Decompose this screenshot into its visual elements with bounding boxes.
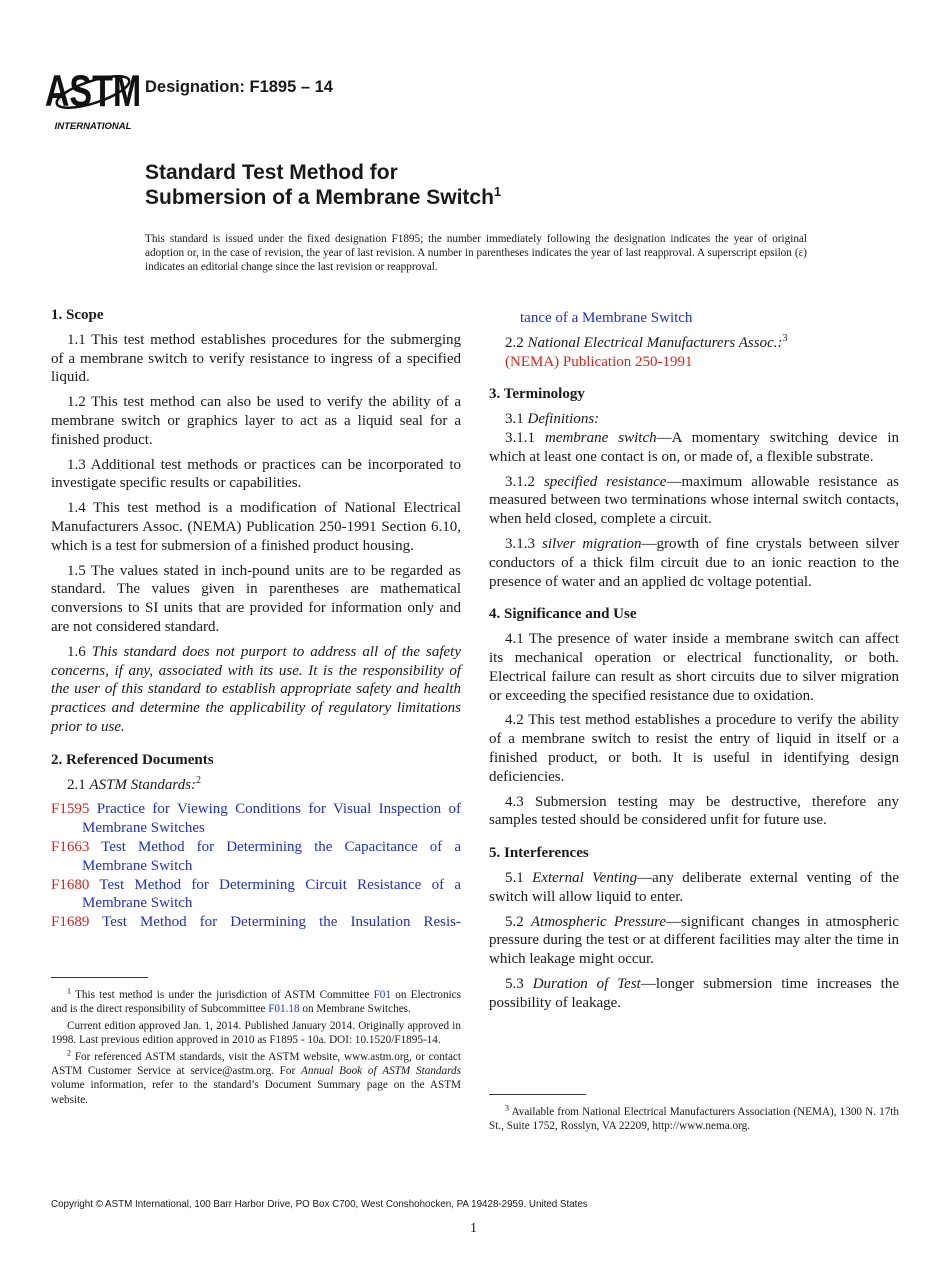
section-interferences bbox=[489, 844, 899, 1012]
nema-publication-link[interactable]: (NEMA) Publication 250-1991 bbox=[505, 353, 693, 370]
definition-text: —growth of fine crystals between silver conductors of a thick film circuit due to an ionic reaction to the presence of water and an applied dc voltage potential. bbox=[489, 535, 900, 590]
footnote-3 bbox=[489, 1105, 899, 1134]
footnote-2 bbox=[51, 1047, 461, 1108]
definition-text: —maximum allowable resistance as measured between two terminations whose internal switch contacts, when held closed, complete a circuit. bbox=[489, 473, 900, 528]
definition bbox=[489, 473, 899, 529]
section-referenced-documents-cont bbox=[489, 309, 899, 371]
copyright: Copyright © ASTM International, 100 Barr Harbor Drive, PO Box C700, West Conshohocken, PA 19428-2959. United States bbox=[51, 1199, 588, 1210]
right-column bbox=[489, 306, 899, 1027]
reference-item bbox=[51, 876, 461, 914]
astm-logo bbox=[44, 62, 142, 132]
section-heading: 4. Significance and Use bbox=[489, 606, 637, 623]
reference-code-link[interactable]: F1680 bbox=[51, 876, 90, 893]
term: External Venting bbox=[532, 869, 638, 886]
designation: Designation: F1895 – 14 bbox=[145, 78, 333, 96]
term: Atmospheric Pressure bbox=[530, 913, 667, 930]
reference-code-link[interactable]: F1663 bbox=[51, 838, 90, 855]
definition-text: —A momentary switching device in which at least one contact is on, or made of, a flexible substrate. bbox=[489, 429, 899, 465]
document-title bbox=[145, 160, 501, 210]
footnote-text: This test method is under the jurisdiction of ASTM Committee bbox=[75, 989, 374, 1001]
para-num: 3.1 bbox=[505, 411, 524, 428]
term: membrane switch bbox=[544, 429, 657, 446]
reference-item bbox=[51, 913, 461, 932]
footnote-divider bbox=[51, 977, 148, 978]
committee-link[interactable]: F01 bbox=[373, 989, 391, 1001]
section-referenced-documents bbox=[51, 751, 461, 932]
paragraph: 1.1 This test method establishes procedures for the submerging of a membrane switch to verify resistance to ingress of a specified liquid. bbox=[51, 331, 461, 386]
reference-item bbox=[51, 800, 461, 838]
paragraph: 4.2 This test method establishes a procedure to verify the ability of a membrane switch to resist the entry of liquid in itself or a finished product, or both. It is useful in identifying design deficiencies. bbox=[489, 712, 899, 785]
term: Duration of Test bbox=[532, 975, 641, 992]
reference-title-link[interactable]: Test Method for Determining Circuit Resistance of a Membrane Switch bbox=[82, 876, 462, 912]
paragraph: 1.4 This test method is a modification of National Electrical Manufacturers Assoc. (NEMA) Publication 250-1991 Section 6.10, which is a test for submersion of a finished product housing. bbox=[51, 500, 461, 554]
subcommittee-link[interactable]: F01.18 bbox=[268, 1003, 300, 1016]
reference-title-link[interactable]: Test Method for Determining the Insulation Resis- bbox=[102, 914, 461, 931]
footnote-text: on Membrane Switches. bbox=[299, 1003, 411, 1016]
footnote-text: on Electronics and is the direct responsibility of Subcommittee bbox=[51, 989, 461, 1016]
reference-title-link[interactable]: Practice for Viewing Conditions for Visual Inspection of Membrane Switches bbox=[82, 801, 461, 837]
issuance-note: This standard is issued under the fixed designation F1895; the number immediately following the designation indicates the year of original adoption or, in the case of revision, the year of last revision. A number in parentheses indicates the year of last reapproval. A superscript epsilon (ε) indicates an editorial change since the last revision or reapproval. bbox=[145, 233, 807, 273]
paragraph: 1.2 This test method can also be used to verify the ability of a membrane switch or graphics layer to act as a liquid seal for a finished product. bbox=[51, 394, 461, 448]
definition bbox=[489, 535, 899, 591]
para-num: 3.1.3 bbox=[505, 535, 535, 552]
footnote-number: 3 bbox=[505, 1103, 509, 1113]
footnotes-left bbox=[51, 988, 461, 1109]
para-num: 3.1.1 bbox=[505, 429, 535, 446]
footnote-ref[interactable]: 3 bbox=[782, 332, 788, 344]
section-heading: 2. Referenced Documents bbox=[51, 751, 214, 768]
paragraph bbox=[489, 913, 899, 969]
footnote-ref[interactable]: 2 bbox=[196, 774, 202, 786]
definitions-label: Definitions: bbox=[527, 411, 600, 428]
paragraph-text: —any deliberate external venting of the switch will allow liquid to enter. bbox=[489, 869, 899, 905]
reference-title-continuation-link[interactable]: tance of a Membrane Switch bbox=[520, 310, 693, 326]
page-number: 1 bbox=[470, 1221, 477, 1236]
paragraph bbox=[51, 776, 461, 795]
footnote-1 bbox=[51, 988, 461, 1017]
left-column bbox=[51, 306, 461, 946]
section-scope bbox=[51, 306, 461, 737]
footnote-text: Available from National Electrical Manufacturers Association (NEMA), 1300 N. 17th St., Suite 1752, Rosslyn, VA 22209, http://www.nema.org. bbox=[489, 1106, 900, 1133]
para-num: 5.1 bbox=[505, 869, 524, 886]
para-num: 2.2 bbox=[505, 334, 524, 351]
svg-text:ASTM: ASTM bbox=[44, 66, 142, 117]
title-text: Submersion of a Membrane Switch bbox=[145, 186, 494, 209]
paragraph-text: —longer submersion time increases the possibility of leakage. bbox=[489, 975, 900, 1011]
footnote-number: 1 bbox=[67, 986, 71, 996]
title-line-1: Standard Test Method for bbox=[145, 161, 398, 184]
paragraph bbox=[489, 869, 899, 907]
para-num: 5.2 bbox=[505, 913, 524, 930]
footnote-text: For referenced ASTM standards, visit the ASTM website, www.astm.org, or contact ASTM Customer Service at service@astm.org. For bbox=[51, 1050, 461, 1078]
svg-text:INTERNATIONAL: INTERNATIONAL bbox=[54, 121, 132, 132]
footnote-italic: Annual Book of ASTM Standards bbox=[301, 1065, 461, 1078]
reference-item bbox=[51, 838, 461, 876]
para-num: 1.6 bbox=[67, 643, 86, 660]
para-num: 5.3 bbox=[505, 975, 524, 992]
reference-code-link[interactable]: F1595 bbox=[51, 801, 90, 818]
footnote-number: 2 bbox=[67, 1047, 71, 1057]
paragraph bbox=[489, 410, 899, 429]
paragraph bbox=[51, 643, 461, 737]
section-heading: 3. Terminology bbox=[489, 386, 585, 403]
title-line-2 bbox=[145, 185, 501, 210]
nema-label: National Electrical Manufacturers Assoc.: bbox=[527, 334, 783, 351]
safety-caveat: This standard does not purport to address all of the safety concerns, if any, associated with its use. It is the responsibility of the user of this standard to establish appropriate safety and health practices and determine the applicability of regulatory limitations prior to use. bbox=[51, 643, 462, 735]
paragraph-text: —significant changes in atmospheric pressure during the test or at different facilities may alter the time in which leakage might occur. bbox=[489, 913, 899, 968]
paragraph: 4.1 The presence of water inside a membrane switch can affect its mechanical operation or electrical functionality, or both. Electrical failure can result as short circuits due to silver migration or exceeding the specified resistance due to oxidation. bbox=[489, 631, 899, 704]
astm-standards-label: ASTM Standards: bbox=[89, 776, 197, 793]
term: specified resistance bbox=[543, 473, 667, 490]
section-significance bbox=[489, 605, 899, 830]
paragraph bbox=[489, 334, 899, 353]
section-heading: 5. Interferences bbox=[489, 845, 589, 862]
paragraph: 4.3 Submersion testing may be destructive, therefore any samples tested should be considered unfit for future use. bbox=[489, 793, 899, 829]
term: silver migration bbox=[542, 535, 642, 552]
para-num: 2.1 bbox=[67, 776, 86, 793]
footnotes-right bbox=[489, 1105, 899, 1136]
section-heading: 1. Scope bbox=[51, 307, 104, 323]
reference-code-link[interactable]: F1689 bbox=[51, 914, 90, 931]
paragraph: 1.5 The values stated in inch-pound units are to be regarded as standard. The values given in parentheses are mathematical conversions to SI units that are provided for information only and are not considered standard. bbox=[51, 562, 461, 635]
reference-title-link[interactable]: Test Method for Determining the Capacitance of a Membrane Switch bbox=[82, 838, 461, 874]
para-num: 3.1.2 bbox=[505, 473, 535, 490]
definition bbox=[489, 429, 899, 467]
section-terminology bbox=[489, 385, 899, 591]
footnote-text: volume information, refer to the standard’s Document Summary page on the ASTM website. bbox=[51, 1079, 461, 1106]
footnote-divider bbox=[489, 1094, 586, 1095]
edition-note: Current edition approved Jan. 1, 2014. Published January 2014. Originally approved in 1998. Last previous edition approved in 2010 as F1895 - 10a. DOI: 10.1520/F1895-14. bbox=[51, 1019, 461, 1047]
footnote-ref[interactable]: 1 bbox=[493, 184, 502, 199]
paragraph bbox=[489, 975, 899, 1013]
paragraph: 1.3 Additional test methods or practices can be incorporated to investigate specific results or capabilities. bbox=[51, 456, 461, 492]
